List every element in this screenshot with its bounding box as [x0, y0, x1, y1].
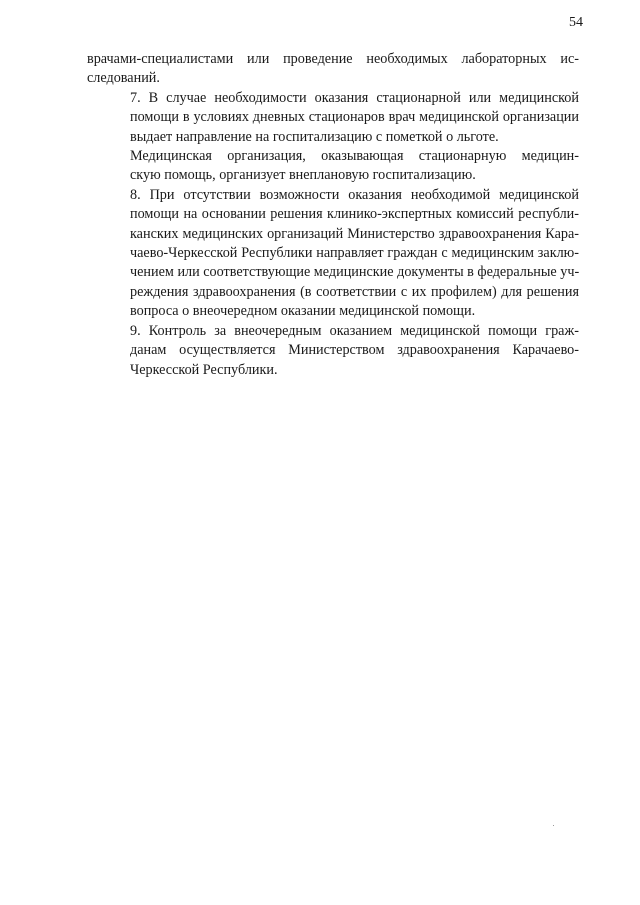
text-line: Медицинская организация, оказывающая стационарную медицин- [130, 148, 579, 165]
paragraph-item-8 [87, 186, 579, 322]
text-line: следований. [87, 70, 160, 87]
paragraph-hospitalization [87, 147, 579, 186]
paragraph-item-9 [87, 322, 579, 380]
text-line: данам осуществляется Министерством здравоохранения Карачаево- [130, 342, 579, 359]
text-line: выдает направление на госпитализацию с пометкой о льготе. [130, 128, 499, 145]
text-line: помощи на основании решения клинико-экспертных комиссий республи- [130, 206, 579, 223]
text-line: помощи в условиях дневных стационаров врач медицинской организации [130, 109, 579, 126]
text-line: врачами-специалистами или проведение необходимых лабораторных ис- [87, 51, 579, 67]
text-line: 9. Контроль за внеочередным оказанием медицинской помощи граж- [130, 322, 579, 339]
text-line: чаево-Черкесской Республики направляет граждан с медицинским заклю- [130, 245, 579, 262]
text-line: скую помощь, организует внеплановую госпитализацию. [130, 167, 476, 184]
document-body [87, 50, 579, 380]
text-line: Черкесской Республики. [130, 361, 278, 378]
page-number: 54 [569, 15, 583, 30]
paragraph-continuation [87, 50, 579, 89]
scan-speck [553, 825, 554, 826]
text-line: вопроса о внеочередном оказании медицинской помощи. [130, 303, 476, 320]
text-line: 8. При отсутствии возможности оказания необходимой медицинской [130, 186, 579, 203]
text-line: реждения здравоохранения (в соответствии с их профилем) для решения [130, 283, 579, 300]
text-line: 7. В случае необходимости оказания стационарной или медицинской [130, 89, 579, 106]
text-line: чением или соответствующие медицинские документы в федеральные уч- [130, 264, 580, 281]
text-line: канских медицинских организаций Министерство здравоохранения Кара- [130, 225, 579, 242]
paragraph-item-7 [87, 89, 579, 147]
